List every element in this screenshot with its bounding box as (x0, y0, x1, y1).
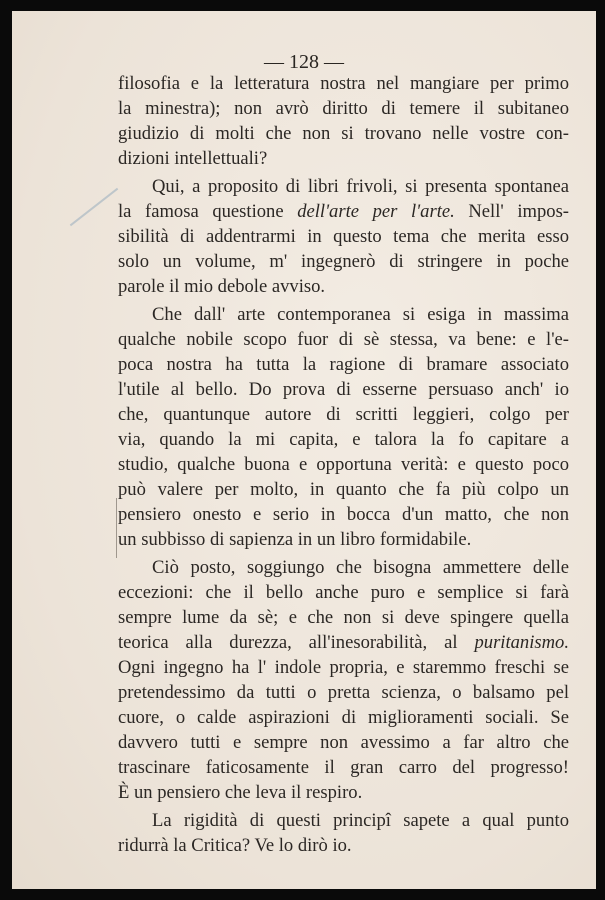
text-line (118, 730, 569, 755)
text-line (118, 630, 569, 655)
text-line (118, 655, 569, 680)
text-segment: Che dall' arte contemporanea si esiga in massima (152, 304, 569, 325)
text-line (118, 808, 569, 833)
text-segment: la famosa questione (118, 201, 298, 222)
text-segment: parole il mio debole avviso. (118, 276, 326, 297)
text-line (118, 71, 569, 96)
paragraph (118, 71, 569, 171)
text-line (118, 680, 569, 705)
text-line (118, 249, 569, 274)
text-segment: cuore, o calde aspirazioni di miglioramenti sociali. Se (118, 707, 569, 728)
italic-text: dell'arte per l'arte. (297, 201, 455, 222)
text-line (118, 224, 569, 249)
text-segment: Nell' impos- (454, 201, 569, 222)
page-number: — 128 — (264, 51, 344, 73)
text-segment: Ogni ingegno ha l' indole propria, e staremmo freschi se (118, 657, 569, 678)
text-segment: via, quando la mi capita, e talora la fo capitare a (118, 429, 569, 450)
paragraph (118, 174, 569, 299)
text-line (118, 555, 569, 580)
text-line (118, 146, 569, 171)
text-line (118, 121, 569, 146)
text-segment: studio, qualche buona e opportuna verità: e questo poco (118, 454, 569, 475)
pencil-mark (70, 188, 119, 227)
text-segment: pretendessimo da tutti o pretta scienza, o balsamo pel (118, 682, 569, 703)
text-line (118, 580, 569, 605)
text-segment: trascinare faticosamente il gran carro del progresso! (118, 757, 569, 778)
text-segment: sempre lume da sè; e che non si deve spingere quella (118, 607, 569, 628)
text-segment: solo un volume, m' ingegnerò di stringere in poche (118, 251, 569, 272)
text-line (118, 705, 569, 730)
text-line (118, 427, 569, 452)
text-segment: la minestra); non avrò diritto di temere il subitaneo (118, 98, 569, 119)
text-line (118, 780, 569, 805)
text-line (118, 377, 569, 402)
text-segment: l'utile al bello. Do prova di esserne persuaso anch' io (118, 379, 569, 400)
text-segment: Ciò posto, soggiungo che bisogna ammettere delle (152, 557, 569, 578)
text-line (118, 352, 569, 377)
text-segment: Qui, a proposito di libri frivoli, si presenta spontanea (152, 176, 569, 197)
text-line (118, 527, 569, 552)
text-segment: eccezioni: che il bello anche puro e semplice si farà (118, 582, 569, 603)
text-line (118, 274, 569, 299)
text-line (118, 502, 569, 527)
paragraph (118, 808, 569, 858)
text-line (118, 605, 569, 630)
paragraph (118, 302, 569, 552)
text-segment: pensiero onesto e serio in bocca d'un matto, che non (118, 504, 569, 525)
paragraph (118, 555, 569, 805)
text-segment: dizioni intellettuali? (118, 148, 268, 169)
text-segment: qualche nobile scopo fuor di sè stessa, va bene: e l'e- (118, 329, 569, 350)
text-segment: È un pensiero che leva il respiro. (118, 782, 363, 803)
text-line (118, 402, 569, 427)
text-segment: davvero tutti e sempre non avessimo a far altro che (118, 732, 569, 753)
page-body-text (118, 71, 569, 858)
text-segment: teorica alla durezza, all'inesorabilità, al (118, 632, 475, 653)
text-line (118, 452, 569, 477)
text-line (118, 96, 569, 121)
text-segment: ridurrà la Critica? Ve lo dirò io. (118, 835, 352, 856)
italic-text: puritanismo. (474, 632, 569, 653)
text-segment: che, quantunque autore di scritti leggieri, colgo per (118, 404, 569, 425)
text-segment: un subbisso di sapienza in un libro formidabile. (118, 529, 472, 550)
text-segment: giudizio di molti che non si trovano nelle vostre con- (118, 123, 569, 144)
text-line (118, 477, 569, 502)
text-segment: sibilità di addentrarmi in questo tema che merita esso (118, 226, 569, 247)
text-line (118, 199, 569, 224)
text-line (118, 174, 569, 199)
text-line (118, 302, 569, 327)
text-segment: filosofia e la letteratura nostra nel mangiare per primo (118, 73, 569, 94)
text-segment: può valere per molto, in quanto che fa più colpo un (118, 479, 569, 500)
text-line (118, 833, 569, 858)
text-line (118, 755, 569, 780)
text-segment: poca nostra ha tutta la ragione di bramare associato (118, 354, 569, 375)
text-line (118, 327, 569, 352)
book-page (12, 11, 596, 889)
margin-line-mark (116, 498, 117, 558)
text-segment: La rigidità di questi principî sapete a qual punto (152, 810, 569, 831)
